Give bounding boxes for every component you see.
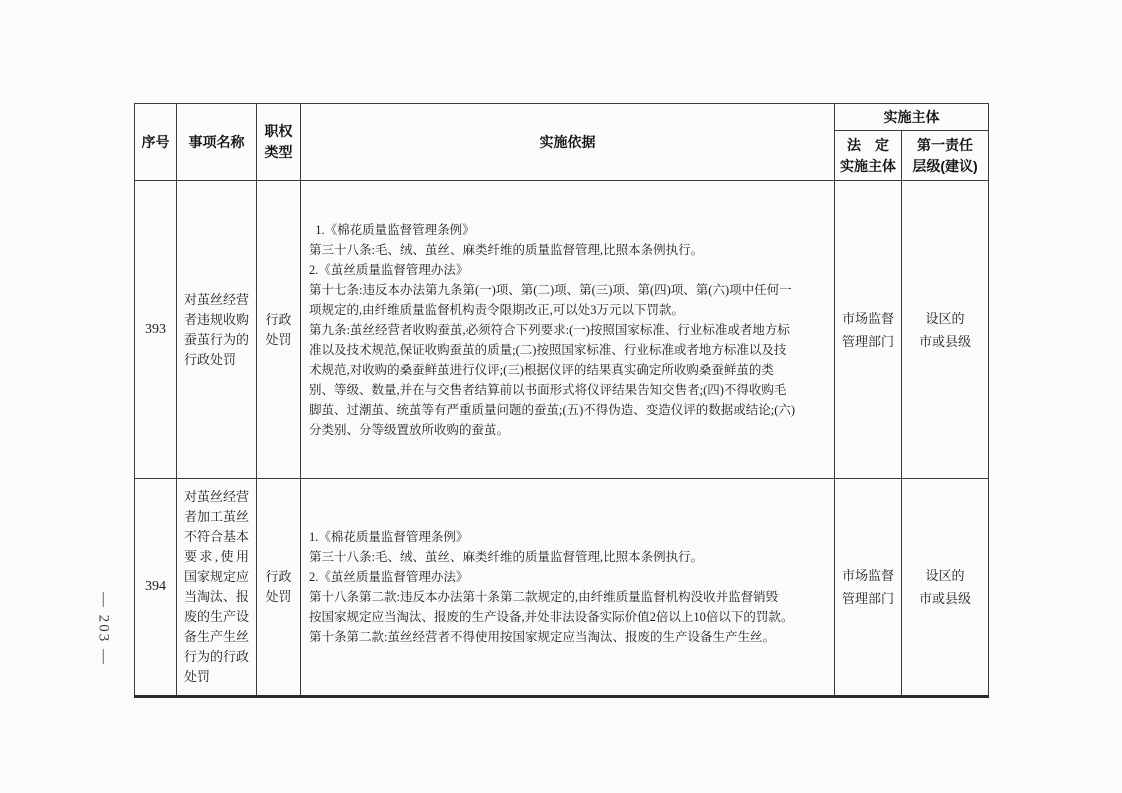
power-type-cell [257,479,301,697]
header-power-type-lines: 职权 类型 [264,123,293,160]
responsibility-level-cell [902,479,989,697]
page-number: — 203 — [95,592,112,666]
item-name-text: 对茧丝经营者加工茧丝不符合基本要求,使用国家规定应当淘汰、报废的生产设备生产生丝行为的行政处罚 [184,489,250,684]
table-header [135,104,989,181]
header-legal-subject-lines: 法 定 实施主体 [840,136,896,174]
responsibility-level-cell [902,181,989,479]
header-subject-group: 实施主体 [835,104,989,131]
legal-subject-text: 市场监督 管理部门 [841,310,894,349]
legal-subject-text: 市场监督 管理部门 [841,568,894,606]
power-list-table [134,103,989,698]
item-name-text: 对茧丝经营者违规收购蚕茧行为的行政处罚 [184,291,250,367]
header-basis: 实施依据 [301,104,835,181]
table-row [135,479,989,697]
legal-basis-cell [301,479,835,697]
item-name-cell [177,181,257,479]
legal-subject-cell [835,181,902,479]
row-index-cell: 393 [135,181,177,479]
legal-basis-cell [301,181,835,479]
header-index: 序号 [135,104,177,181]
legal-basis-text: 1.《棉花质量监督管理条例》 第三十八条:毛、绒、茧丝、麻类纤维的质量监督管理,比照本条例执行。 2.《茧丝质量监督管理办法》 第十八条第二款:违反本办法第十条第二款规定的,由纤维质量监督机构没收并监督销毁 按国家规定应当淘汰、报废的生产设备,并处非法设备实际价值2倍以上10倍以下的罚款。 第十条第二款:茧丝经营者不得使用按国家规定应当淘汰、报废的生产设备生产生丝。 [309,530,794,644]
responsibility-level-text: 设区的 市或县级 [918,310,971,349]
power-type-text: 行政 处罚 [265,311,292,347]
header-legal-subject [835,131,902,181]
header-responsibility-level [902,131,989,181]
header-power-type [257,104,301,181]
header-item-name: 事项名称 [177,104,257,181]
table-row [135,181,989,479]
row-index-cell: 394 [135,479,177,697]
power-type-cell [257,181,301,479]
legal-basis-text: 1.《棉花质量监督管理条例》 第三十八条:毛、绒、茧丝、麻类纤维的质量监督管理,比照本条例执行。 2.《茧丝质量监督管理办法》 第十七条:违反本办法第九条第(一)项、第(二)项、第(三)项、第(四)项、第(六)项中任何一 项规定的,由纤维质量监督机构责令限期改正,可以处3万元以下罚款。 第九条:茧丝经营者收购蚕茧,必须符合下列要求:(一)按照国家标准、行业标准或者地方标 准以及技术规范,保证收购蚕茧的质量;(二)按照国家标准、行业标准或者地方标准以及技 术规范,对收购的桑蚕鲜茧进行仪评;(三)根据仪评的结果真实确定所收购桑蚕鲜茧的类 别、等级、数量,并在与交售者结算前以书面形式将仪评结果告知交售者;(四)不得收购毛 脚茧、过潮茧、统茧等有严重质量问题的蚕茧;(五)不得伪造、变造仪评的数据或结论;(六) 分类别、分等级置放所收购的蚕茧。 [309,222,796,437]
power-type-text: 行政 处罚 [265,569,292,604]
item-name-cell [177,479,257,697]
header-responsibility-lines: 第一责任 层级(建议) [912,136,978,174]
responsibility-level-text: 设区的 市或县级 [918,568,971,606]
legal-subject-cell [835,479,902,697]
